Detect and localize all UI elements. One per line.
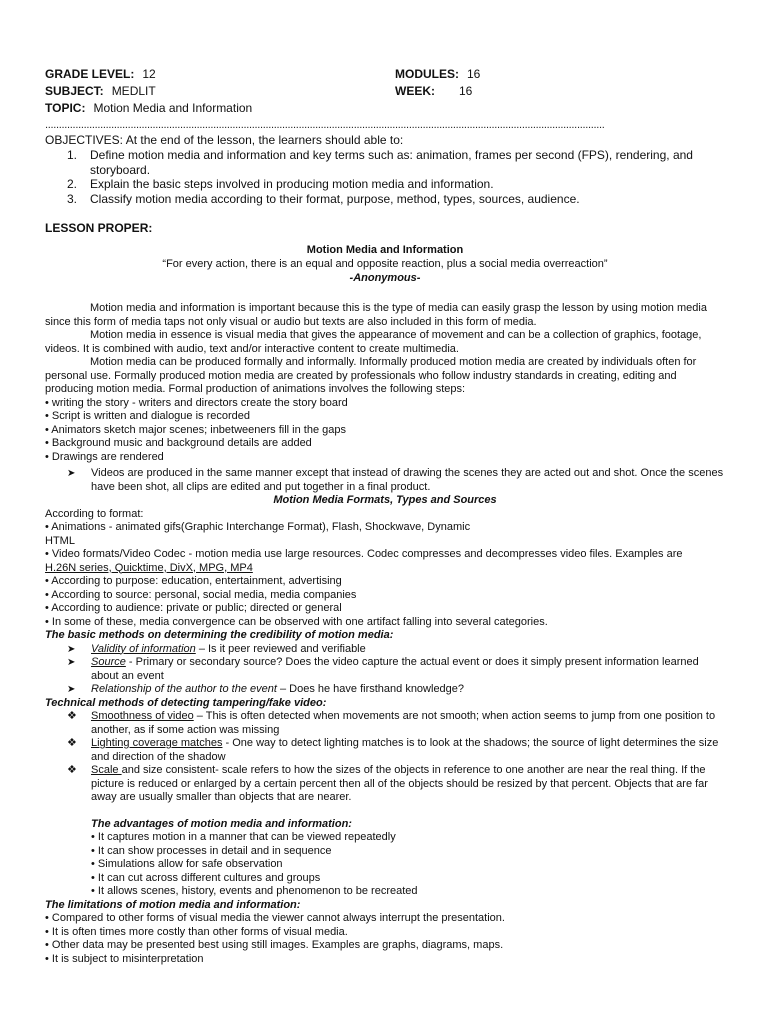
subject-label: SUBJECT:	[45, 84, 104, 98]
limitation-item: • It is often times more costly than other forms of visual media.	[45, 925, 348, 938]
arrow-bullet-icon: ➤	[67, 468, 76, 479]
format-intro: According to format:	[45, 507, 144, 520]
grade-value: 12	[142, 67, 156, 81]
objective-item: 2. Explain the basic steps involved in producing motion media and information.	[67, 177, 494, 191]
credibility-item: ➤ Relationship of the author to the event – Does he have firsthand knowledge?	[67, 683, 465, 695]
dotted-separator: ...........................................................................................................................................................................................................	[45, 119, 605, 131]
according-item: • According to audience: private or public; directed or general	[45, 602, 342, 614]
modules-label: MODULES:	[395, 67, 459, 81]
tech-title: Technical methods of detecting tampering/fake video:	[45, 696, 327, 709]
week-label: WEEK:	[395, 84, 435, 98]
tech-item: ❖ Smoothness of video – This is often detected when movements are not smooth; when action seems to jump from one position to another, as if some action was missing	[67, 710, 716, 736]
objective-item: 1. Define motion media and information and key terms such as: animation, frames per second (FPS), rendering, and storyboard.	[67, 148, 693, 177]
advantage-item: • It can show processes in detail and in sequence	[91, 844, 332, 857]
format-html: HTML	[45, 534, 75, 547]
objectives-intro: OBJECTIVES: At the end of the lesson, the learners should able to:	[45, 133, 404, 147]
grade-label: GRADE LEVEL:	[45, 67, 135, 81]
format-video: • Video formats/Video Codec - motion media use large resources. Codec compresses and decompresses video files. Examples are	[45, 548, 683, 560]
formats-title: Motion Media Formats, Types and Sources	[273, 494, 497, 506]
limitation-item: • It is subject to misinterpretation	[45, 952, 204, 965]
topic-value: Motion Media and Information	[93, 101, 253, 115]
advantages-title: The advantages of motion media and information:	[91, 817, 352, 830]
according-item: • According to purpose: education, entertainment, advertising	[45, 575, 342, 587]
subject-value: MEDLIT	[111, 84, 156, 98]
objective-item: 3. Classify motion media according to their format, purpose, method, types, sources, audience.	[67, 191, 580, 206]
format-video-examples: H.26N series, Quicktime, DivX, MPG, MP4	[45, 561, 253, 574]
quote-author: -Anonymous-	[349, 271, 421, 284]
advantage-item: • It captures motion in a manner that can be viewed repeatedly	[91, 831, 396, 843]
lesson-quote: “For every action, there is an equal and opposite reaction, plus a social media overreaction”	[162, 258, 608, 270]
arrow-bullet-icon: ➤	[67, 643, 76, 655]
step-item: • Script is written and dialogue is recorded	[45, 410, 251, 422]
topic-label: TOPIC:	[45, 101, 86, 115]
step-item: • Drawings are rendered	[45, 450, 164, 463]
lesson-heading: LESSON PROPER:	[45, 221, 153, 235]
step-item: • Animators sketch major scenes; inbetweeners fill in the gaps	[45, 423, 346, 436]
advantage-item: • It allows scenes, history, events and phenomenon to be recreated	[91, 885, 418, 897]
according-item: • According to source: personal, social media, media companies	[45, 588, 357, 601]
paragraph: Motion media in essence is visual media that gives the appearance of movement and can be a collection of graphics, footage, videos. It is combined with audio, text and/or interactive content to create multimedia.	[45, 329, 702, 355]
credibility-title: The basic methods on determining the credibility of motion media:	[45, 629, 394, 641]
diamond-bullet-icon: ❖	[67, 710, 77, 722]
objectives-list	[45, 148, 725, 206]
videos-note: ➤ Videos are produced in the same manner except that instead of drawing the scenes they are acted out and shot. Once the scenes have been shot, all clips are edited and put together in a final product.	[67, 467, 724, 493]
step-item: • writing the story - writers and directors create the story board	[45, 396, 348, 409]
limitation-item: • Other data may be presented best using still images. Examples are graphs, diagrams, maps.	[45, 939, 504, 951]
diamond-bullet-icon: ❖	[67, 764, 77, 776]
limitations-title: The limitations of motion media and information:	[45, 898, 301, 911]
arrow-bullet-icon: ➤	[67, 684, 76, 695]
week-value: 16	[459, 84, 473, 98]
lesson-title: Motion Media and Information	[306, 243, 464, 256]
header-row-3	[45, 100, 725, 117]
header-row-1	[45, 66, 725, 83]
modules-value: 16	[467, 67, 481, 81]
header-row-2	[45, 83, 725, 100]
tech-item: ❖ Lighting coverage matches - One way to detect lighting matches is to look at the shadows; the source of light determines the size and direction of the shadow	[67, 737, 719, 763]
advantage-item: • Simulations allow for safe observation	[91, 858, 283, 870]
document-page	[45, 66, 725, 966]
format-animations: • Animations - animated gifs(Graphic Interchange Format), Flash, Shockwave, Dynamic	[45, 521, 471, 533]
paragraph: Motion media can be produced formally and informally. Informally produced motion media are created by individuals often for personal use. Formally produced motion media are created by professionals who follow industry standards in creating, editing and producing motion media. Formal production of animations involves the following steps:	[45, 356, 697, 395]
advantage-item: • It can cut across different cultures and groups	[91, 871, 321, 884]
paragraph: Motion media and information is important because this is the type of media can easily grasp the lesson by using motion media since this form of media taps not only visual or audio but texts are also included in this form of media.	[45, 302, 707, 328]
limitation-item: • Compared to other forms of visual media the viewer cannot always interrupt the presentation.	[45, 912, 505, 924]
arrow-bullet-icon: ➤	[67, 657, 76, 668]
step-item: • Background music and background details are added	[45, 437, 312, 449]
credibility-item: ➤ Source - Primary or secondary source? Does the video capture the actual event or does it simply present information learned about an event	[67, 656, 699, 682]
according-item: • In some of these, media convergence can be observed with one artifact falling into several categories.	[45, 615, 548, 628]
tech-item: ❖ Scale and size consistent- scale refers to how the sizes of the objects in reference to one another are near the real thing. If the picture is reduced or enlarged by a certain percent then all of the objects should be resized by that percent. Objects that are far away are usually smaller than objects that are nearer.	[67, 764, 708, 803]
diamond-bullet-icon: ❖	[67, 737, 77, 749]
credibility-item: ➤ Validity of information – Is it peer reviewed and verifiable	[67, 642, 366, 655]
